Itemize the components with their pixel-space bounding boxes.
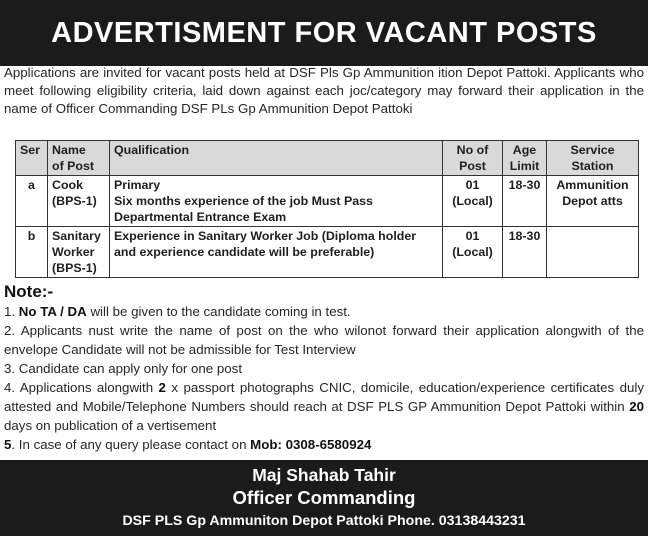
note-item <box>4 435 644 454</box>
header-age-limit: Age Limit <box>503 141 547 176</box>
title-banner <box>0 0 648 66</box>
cell-no-of-post: 01 (Local) <box>443 176 503 227</box>
table-row <box>16 227 639 278</box>
signatory-name: Maj Shahab Tahir <box>252 465 396 485</box>
header-service-station: Service Station <box>547 141 639 176</box>
note-text: 4. Applications alongwith <box>4 380 159 395</box>
cell-age-limit: 18-30 <box>503 176 547 227</box>
cell-qualification: Experience in Sanitary Worker Job (Diploma holder and experience candidate will be preferable) <box>110 227 443 278</box>
cell-ser: b <box>16 227 48 278</box>
note-emphasis: 2 <box>158 380 166 395</box>
table-row <box>16 176 639 227</box>
cell-post-name: Sanitary Worker (BPS-1) <box>48 227 110 278</box>
notes-list <box>4 302 644 454</box>
note-number: 1. <box>4 304 19 319</box>
cell-post-name: Cook (BPS-1) <box>48 176 110 227</box>
intro-paragraph: Applications are invited for vacant posts held at DSF Pls Gp Ammunition ition Depot Pattoki. Applicants who meet following eligibility criteria, laid down against each joc/category may forward their application in the name of Officer Commanding DSF PLs Gp Ammunition Depot Pattoki <box>4 65 644 116</box>
note-number: 5 <box>4 437 12 452</box>
header-name-of-post: Name of Post <box>48 141 110 176</box>
note-emphasis: No TA / DA <box>18 304 87 319</box>
note-item <box>4 378 644 435</box>
header-ser: Ser <box>16 141 48 176</box>
note-emphasis: 20 <box>629 399 644 414</box>
note-text: will be given to the candidate coming in test. <box>86 304 351 319</box>
signature-block <box>0 460 648 536</box>
note-item: 2. Applicants nust write the name of post on the who wilonot forward their application alongwith of the envelope Candidate will not be admissible for Test Interview <box>4 323 644 357</box>
note-text: . In case of any query please contact on <box>11 437 251 452</box>
contact-mobile: Mob: 0308-6580924 <box>250 437 372 452</box>
signatory-title: Officer Commanding <box>232 487 416 508</box>
note-text: x passport photographs CNIC, domicile, education/experience certificates duly attested and Mobile/Telephone Numbers should reach at DSF PLS GP Ammunition Depot Pattoki within <box>4 380 644 414</box>
cell-no-of-post: 01 (Local) <box>443 227 503 278</box>
header-no-of-post: No of Post <box>443 141 503 176</box>
note-text: days on publication of a vertisement <box>4 418 217 433</box>
cell-ser: a <box>16 176 48 227</box>
note-item <box>4 302 644 321</box>
header-qualification: Qualification <box>110 141 443 176</box>
note-heading: Note:- <box>4 282 54 301</box>
note-item: 3. Candidate can apply only for one post <box>4 361 243 376</box>
vacancy-table <box>15 140 639 278</box>
table-header-row <box>16 141 639 176</box>
cell-age-limit: 18-30 <box>503 227 547 278</box>
signatory-address: DSF PLS Gp Ammuniton Depot Pattoki Phone. 03138443231 <box>122 513 526 529</box>
cell-service-station <box>547 227 639 278</box>
cell-service-station: Ammunition Depot atts <box>547 176 639 227</box>
advertisement-title: ADVERTISMENT FOR VACANT POSTS <box>51 16 597 49</box>
cell-qualification: Primary Six months experience of the job Must Pass Departmental Entrance Exam <box>110 176 443 227</box>
